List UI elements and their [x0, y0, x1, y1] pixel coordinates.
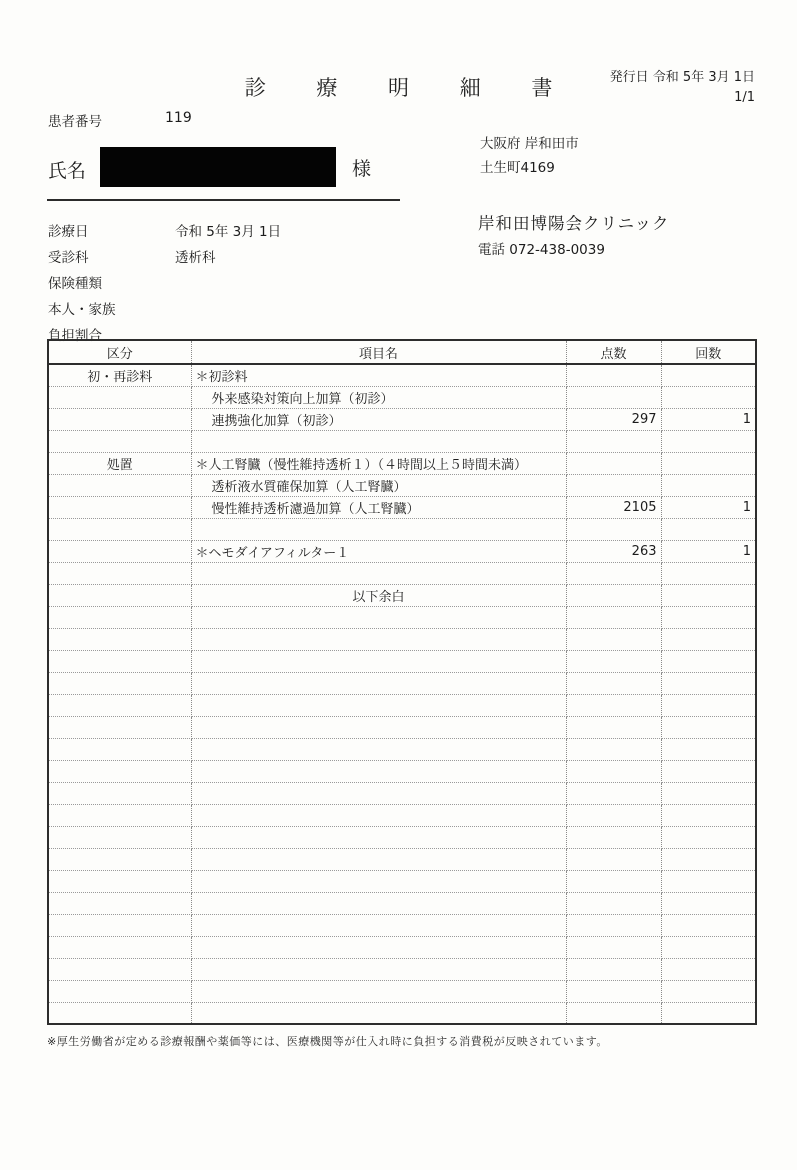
cell-count — [661, 672, 756, 694]
cell-count — [661, 892, 756, 914]
cell-points — [566, 518, 661, 540]
cell-count — [661, 760, 756, 782]
cell-item-name — [191, 804, 566, 826]
table-row — [48, 826, 756, 848]
column-header-category: 区分 — [48, 340, 191, 364]
column-header-item: 項目名 — [191, 340, 566, 364]
clinic-address-line2: 土生町4169 — [480, 159, 555, 176]
cell-item-name — [191, 870, 566, 892]
cell-count — [661, 474, 756, 496]
visit-info-value: 透析科 — [175, 250, 216, 266]
cell-count: 1 — [661, 540, 756, 562]
visit-info-label: 保険種類 — [48, 276, 102, 292]
cell-item-name — [191, 848, 566, 870]
cell-points — [566, 936, 661, 958]
cell-count — [661, 386, 756, 408]
cell-points — [566, 826, 661, 848]
cell-points — [566, 584, 661, 606]
table-row — [48, 1002, 756, 1024]
cell-item-name: 連携強化加算（初診） — [191, 408, 566, 430]
patient-number-label: 患者番号 — [48, 114, 102, 130]
cell-points — [566, 694, 661, 716]
cell-category — [48, 1002, 191, 1024]
cell-points — [566, 562, 661, 584]
cell-points — [566, 804, 661, 826]
cell-points: 263 — [566, 540, 661, 562]
column-header-count: 回数 — [661, 340, 756, 364]
cell-points: 297 — [566, 408, 661, 430]
cell-category — [48, 848, 191, 870]
cell-item-name — [191, 650, 566, 672]
cell-count — [661, 936, 756, 958]
visit-info-label: 受診科 — [48, 250, 89, 266]
cell-category — [48, 540, 191, 562]
page-number: 1/1 — [734, 90, 755, 106]
cell-points — [566, 672, 661, 694]
statement-table — [47, 339, 757, 1025]
cell-count — [661, 870, 756, 892]
honorific-label: 様 — [352, 158, 372, 180]
cell-category — [48, 518, 191, 540]
cell-points — [566, 452, 661, 474]
table-row — [48, 628, 756, 650]
cell-item-name — [191, 694, 566, 716]
cell-count: 1 — [661, 496, 756, 518]
table-row — [48, 518, 756, 540]
table-row — [48, 606, 756, 628]
table-row — [48, 892, 756, 914]
cell-count — [661, 518, 756, 540]
table-row — [48, 364, 756, 386]
clinic-address — [480, 133, 579, 180]
table-row — [48, 452, 756, 474]
cell-points: 2105 — [566, 496, 661, 518]
table-row — [48, 804, 756, 826]
page-title: 診 療 明 細 書 — [244, 76, 575, 100]
table-row — [48, 936, 756, 958]
clinic-name: 岸和田博陽会クリニック — [478, 214, 670, 233]
cell-count — [661, 804, 756, 826]
cell-category — [48, 936, 191, 958]
cell-category — [48, 606, 191, 628]
cell-category — [48, 496, 191, 518]
visit-info-label: 負担割合 — [48, 328, 102, 344]
cell-category — [48, 474, 191, 496]
visit-info-value: 令和 5年 3月 1日 — [175, 224, 282, 240]
cell-category — [48, 760, 191, 782]
clinic-address-line1: 大阪府 岸和田市 — [480, 136, 579, 152]
cell-points — [566, 892, 661, 914]
cell-item-name — [191, 980, 566, 1002]
cell-category — [48, 826, 191, 848]
cell-points — [566, 782, 661, 804]
statement-table-wrap — [47, 339, 755, 1025]
table-row — [48, 760, 756, 782]
cell-item-name: ＊初診料 — [191, 364, 566, 386]
patient-name-label: 氏名 — [48, 160, 87, 182]
cell-points — [566, 1002, 661, 1024]
cell-category — [48, 870, 191, 892]
table-row — [48, 430, 756, 452]
cell-count — [661, 650, 756, 672]
name-underline — [47, 199, 400, 201]
clinic-phone: 電話 072-438-0039 — [478, 242, 605, 258]
cell-points — [566, 364, 661, 386]
cell-item-name — [191, 562, 566, 584]
cell-count — [661, 562, 756, 584]
cell-item-name — [191, 518, 566, 540]
statement-table-body — [48, 364, 756, 1024]
issue-block — [610, 68, 755, 108]
issue-date: 発行日 令和 5年 3月 1日 — [609, 70, 755, 85]
cell-item-name — [191, 628, 566, 650]
cell-item-name — [191, 716, 566, 738]
cell-item-name: 慢性維持透析濾過加算（人工腎臓） — [191, 496, 566, 518]
cell-category — [48, 782, 191, 804]
column-header-points: 点数 — [566, 340, 661, 364]
cell-points — [566, 738, 661, 760]
table-row — [48, 848, 756, 870]
visit-info-label: 診療日 — [48, 224, 89, 240]
cell-count — [661, 584, 756, 606]
cell-count — [661, 606, 756, 628]
cell-item-name — [191, 430, 566, 452]
patient-name-row — [48, 146, 408, 190]
table-row — [48, 870, 756, 892]
cell-item-name — [191, 958, 566, 980]
cell-count — [661, 826, 756, 848]
cell-points — [566, 914, 661, 936]
table-header-row — [48, 340, 756, 364]
table-row — [48, 738, 756, 760]
cell-item-name: 以下余白 — [191, 584, 566, 606]
cell-item-name — [191, 606, 566, 628]
table-row — [48, 408, 756, 430]
cell-count — [661, 364, 756, 386]
cell-item-name — [191, 914, 566, 936]
cell-item-name — [191, 826, 566, 848]
cell-count — [661, 738, 756, 760]
patient-number-value: 119 — [165, 110, 192, 126]
cell-category — [48, 892, 191, 914]
table-row — [48, 650, 756, 672]
table-row — [48, 694, 756, 716]
cell-category — [48, 650, 191, 672]
cell-category: 初・再診料 — [48, 364, 191, 386]
cell-item-name — [191, 892, 566, 914]
cell-count — [661, 628, 756, 650]
cell-item-name: 透析液水質確保加算（人工腎臓） — [191, 474, 566, 496]
cell-count — [661, 430, 756, 452]
cell-points — [566, 628, 661, 650]
cell-points — [566, 716, 661, 738]
cell-count — [661, 716, 756, 738]
cell-points — [566, 870, 661, 892]
cell-points — [566, 474, 661, 496]
table-row — [48, 540, 756, 562]
cell-item-name: 外来感染対策向上加算（初診） — [191, 386, 566, 408]
cell-count — [661, 694, 756, 716]
visit-info-label: 本人・家族 — [48, 302, 116, 318]
cell-count: 1 — [661, 408, 756, 430]
cell-category — [48, 408, 191, 430]
cell-item-name: ＊ヘモダイアフィルター１ — [191, 540, 566, 562]
cell-count — [661, 452, 756, 474]
cell-points — [566, 958, 661, 980]
table-row — [48, 584, 756, 606]
cell-points — [566, 760, 661, 782]
cell-count — [661, 980, 756, 1002]
cell-item-name — [191, 1002, 566, 1024]
cell-item-name — [191, 936, 566, 958]
table-row — [48, 716, 756, 738]
cell-points — [566, 650, 661, 672]
table-row — [48, 980, 756, 1002]
redacted-patient-name — [100, 147, 336, 187]
table-row — [48, 782, 756, 804]
cell-item-name — [191, 738, 566, 760]
table-row — [48, 496, 756, 518]
cell-count — [661, 848, 756, 870]
cell-points — [566, 606, 661, 628]
cell-category — [48, 804, 191, 826]
cell-item-name — [191, 672, 566, 694]
cell-category — [48, 386, 191, 408]
patient-number-row — [48, 110, 192, 130]
cell-category — [48, 914, 191, 936]
cell-category — [48, 430, 191, 452]
cell-item-name: ＊人工腎臓（慢性維持透析１）（４時間以上５時間未満） — [191, 452, 566, 474]
table-row — [48, 386, 756, 408]
cell-category — [48, 562, 191, 584]
table-row — [48, 914, 756, 936]
cell-category — [48, 958, 191, 980]
cell-points — [566, 980, 661, 1002]
cell-category — [48, 738, 191, 760]
cell-points — [566, 848, 661, 870]
cell-item-name — [191, 760, 566, 782]
table-row — [48, 672, 756, 694]
cell-count — [661, 914, 756, 936]
table-row — [48, 562, 756, 584]
cell-points — [566, 386, 661, 408]
cell-category: 処置 — [48, 452, 191, 474]
cell-category — [48, 672, 191, 694]
cell-category — [48, 694, 191, 716]
cell-item-name — [191, 782, 566, 804]
cell-count — [661, 782, 756, 804]
cell-category — [48, 584, 191, 606]
cell-category — [48, 980, 191, 1002]
table-row — [48, 958, 756, 980]
cell-category — [48, 628, 191, 650]
table-row — [48, 474, 756, 496]
consumption-tax-footnote: ※厚生労働省が定める診療報酬や薬価等には、医療機関等が仕入れ時に負担する消費税が反映されています。 — [47, 1035, 608, 1048]
cell-points — [566, 430, 661, 452]
cell-count — [661, 1002, 756, 1024]
cell-count — [661, 958, 756, 980]
cell-category — [48, 716, 191, 738]
